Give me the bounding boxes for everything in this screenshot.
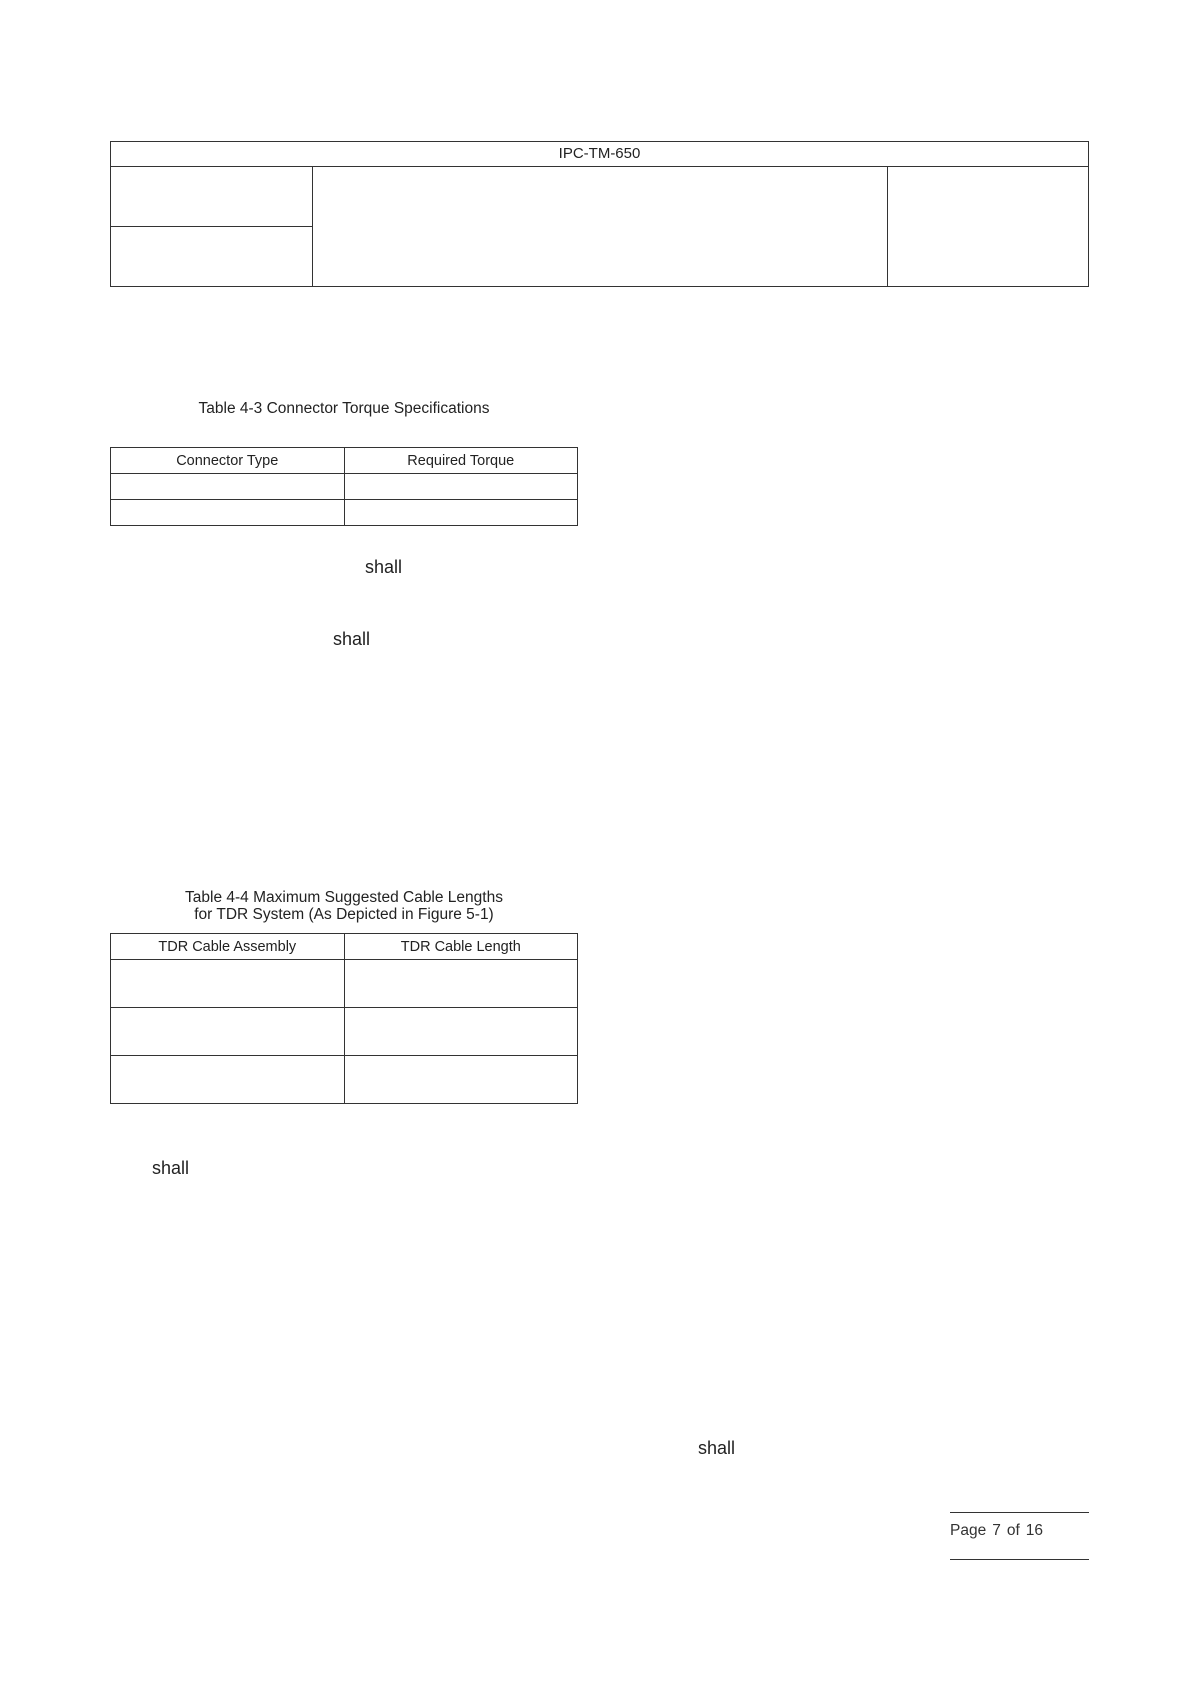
table-row — [111, 960, 578, 1008]
table-cell — [111, 1008, 345, 1056]
table-cell — [111, 960, 345, 1008]
footer-rule-bottom — [950, 1559, 1089, 1560]
of-word: of — [1006, 1522, 1020, 1539]
table-4-3 — [110, 447, 578, 526]
page-word: Page — [950, 1522, 987, 1539]
table-4-4 — [110, 933, 578, 1104]
table-4-4-caption-line: for TDR System (As Depicted in Figure 5-1) — [194, 906, 494, 923]
body-word-shall: shall — [365, 557, 403, 577]
table-cell — [344, 1008, 577, 1056]
header-left-cell — [111, 166, 313, 286]
column-header: Connector Type — [111, 448, 345, 474]
table-cell — [111, 1056, 345, 1104]
table-cell — [344, 474, 577, 500]
page-total: 16 — [1025, 1522, 1044, 1539]
table-cell — [111, 500, 345, 526]
footer-rule-top — [950, 1512, 1089, 1513]
table-row — [111, 474, 578, 500]
column-header: TDR Cable Assembly — [111, 934, 345, 960]
table-4-3-caption: Table 4-3 Connector Torque Specifications — [198, 400, 490, 417]
page-number — [950, 1522, 1049, 1540]
header-right-cell — [888, 166, 1088, 286]
table-cell — [344, 960, 577, 1008]
table-4-4-caption — [110, 889, 578, 923]
column-header: Required Torque — [344, 448, 577, 474]
header-left-top-cell — [111, 166, 312, 227]
table-cell — [344, 500, 577, 526]
table-header-row — [111, 934, 578, 960]
table-row — [111, 1008, 578, 1056]
table-row — [111, 1056, 578, 1104]
table-cell — [344, 1056, 577, 1104]
table-4-4-caption-line: Table 4-4 Maximum Suggested Cable Lengths — [185, 889, 503, 906]
body-word-shall: shall — [698, 1438, 736, 1458]
page-current: 7 — [992, 1522, 1001, 1539]
document-header-box — [110, 141, 1089, 287]
document-id: IPC-TM-650 — [111, 142, 1088, 167]
table-header-row — [111, 448, 578, 474]
body-word-shall: shall — [333, 629, 371, 649]
table-cell — [111, 474, 345, 500]
column-header: TDR Cable Length — [344, 934, 577, 960]
header-center-cell — [313, 166, 888, 286]
table-row — [111, 500, 578, 526]
body-word-shall: shall — [152, 1158, 190, 1178]
